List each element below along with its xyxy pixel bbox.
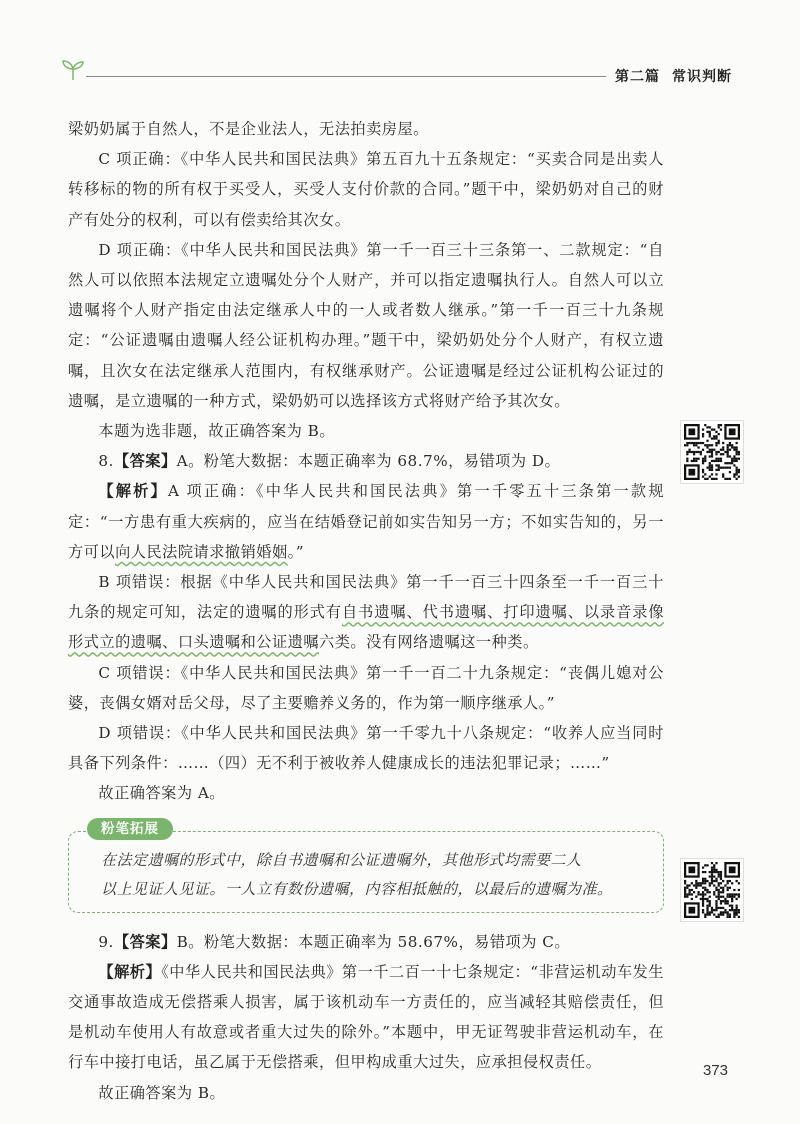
page-content (68, 114, 664, 1108)
page-number: 373 (702, 1062, 728, 1079)
q8-analysis: 【解析】A 项正确：《中华人民共和国民法典》第一千零五十三条第一款规定：“一方患有重大疾病的，应当在结婚登记前如实告知另一方；不如实告知的，另一方可以向人民法院请求撤销婚姻。” (68, 482, 665, 561)
q8-option-b: B 项错误：根据《中华人民共和国民法典》第一千一百三十四条至一千一百三十九条的规定可知，法定的遗嘱的形式有自书遗嘱、代书遗嘱、打印遗嘱、以录音录像形式立的遗嘱、口头遗嘱和公证遗嘱六类。没有网络遗嘱这一种类。 (68, 573, 665, 652)
page-header (68, 64, 732, 90)
paragraph: 本题为选非题，故正确答案为 B。 (98, 422, 336, 441)
qr-code-icon[interactable] (680, 420, 744, 484)
q9-answer: 9.【答案】B。粉笔大数据：本题正确率为 58.67%，易错项为 C。 (98, 932, 571, 951)
q9-conclusion: 故正确答案为 B。 (98, 1083, 226, 1102)
highlight: 向人民法院请求撤销婚姻 (115, 542, 288, 561)
extension-badge: 粉笔拓展 (87, 818, 173, 840)
highlight: 自书遗嘱、代书遗嘱、打印遗嘱、以录音录像形式立的遗嘱、口头遗嘱和公证遗嘱 (68, 603, 665, 652)
sprout-leaf-icon (60, 58, 86, 82)
section-name: 常识判断 (672, 69, 732, 85)
extension-line: 以上见证人见证。一人立有数份遗嘱，内容相抵触的，以最后的遗嘱为准。 (101, 879, 613, 898)
paragraph: D 项正确：《中华人民共和国民法典》第一千一百三十三条第一、二款规定：“自然人可以依照本法规定立遗嘱处分个人财产，并可以指定遗嘱执行人。自然人可以立遗嘱将个人财产指定由法定继承人中的一人或者数人继承。”第一千一百三十九条规定：“公证遗嘱由遗嘱人经公证机构办理。”题干中，梁奶奶处分个人财产，有权立遗嘱，且次女在法定继承人范围内，有权继承财产。公证遗嘱是经过公证机构公证过的遗嘱，是立遗嘱的一种方式，梁奶奶可以选择该方式将财产给予其次女。 (68, 240, 664, 410)
q8-option-c: C 项错误：《中华人民共和国民法典》第一千一百二十九条规定：“丧偶儿媳对公婆，丧偶女婿对岳父母，尽了主要赡养义务的，作为第一顺序继承人。” (68, 663, 664, 712)
paragraph: C 项正确：《中华人民共和国民法典》第五百九十五条规定：“买卖合同是出卖人转移标的物的所有权于买受人，买受人支付价款的合同。”题干中，梁奶奶对自己的财产有处分的权利，可以有偿卖给其次女。 (68, 150, 664, 229)
q9-analysis: 【解析】《中华人民共和国民法典》第一千二百一十七条规定：“非营运机动车发生交通事故造成无偿搭乘人损害，属于该机动车一方责任的，应当减轻其赔偿责任，但是机动车使用人有故意或者重大过失的除外。”本题中，甲无证驾驶非营运机动车，在行车中接打电话，虽乙属于无偿搭乘，但甲构成重大过失，应承担侵权责任。 (68, 962, 665, 1072)
section-part: 第二篇 (615, 69, 660, 85)
extension-box (68, 820, 664, 913)
paragraph: 梁奶奶属于自然人，不是企业法人，无法拍卖房屋。 (68, 120, 429, 138)
q8-option-d: D 项错误：《中华人民共和国民法典》第一千零九十八条规定：“收养人应当同时具备下列条件：……（四）无不利于被收养人健康成长的违法犯罪记录；……” (68, 724, 664, 773)
header-rule (86, 76, 606, 77)
answer-tag: 【答案】 (113, 932, 177, 951)
analysis-tag: 【解析】 (98, 962, 162, 981)
extension-line: 在法定遗嘱的形式中，除自书遗嘱和公证遗嘱外，其他形式均需要二人 (101, 850, 582, 869)
q8-answer: 8.【答案】A。粉笔大数据：本题正确率为 68.7%，易错项为 D。 (98, 452, 561, 471)
section-title (615, 66, 732, 86)
analysis-tag: 【解析】 (98, 482, 168, 501)
answer-tag: 【答案】 (113, 452, 177, 471)
qr-code-icon[interactable] (680, 858, 744, 922)
q8-conclusion: 故正确答案为 A。 (98, 784, 225, 803)
